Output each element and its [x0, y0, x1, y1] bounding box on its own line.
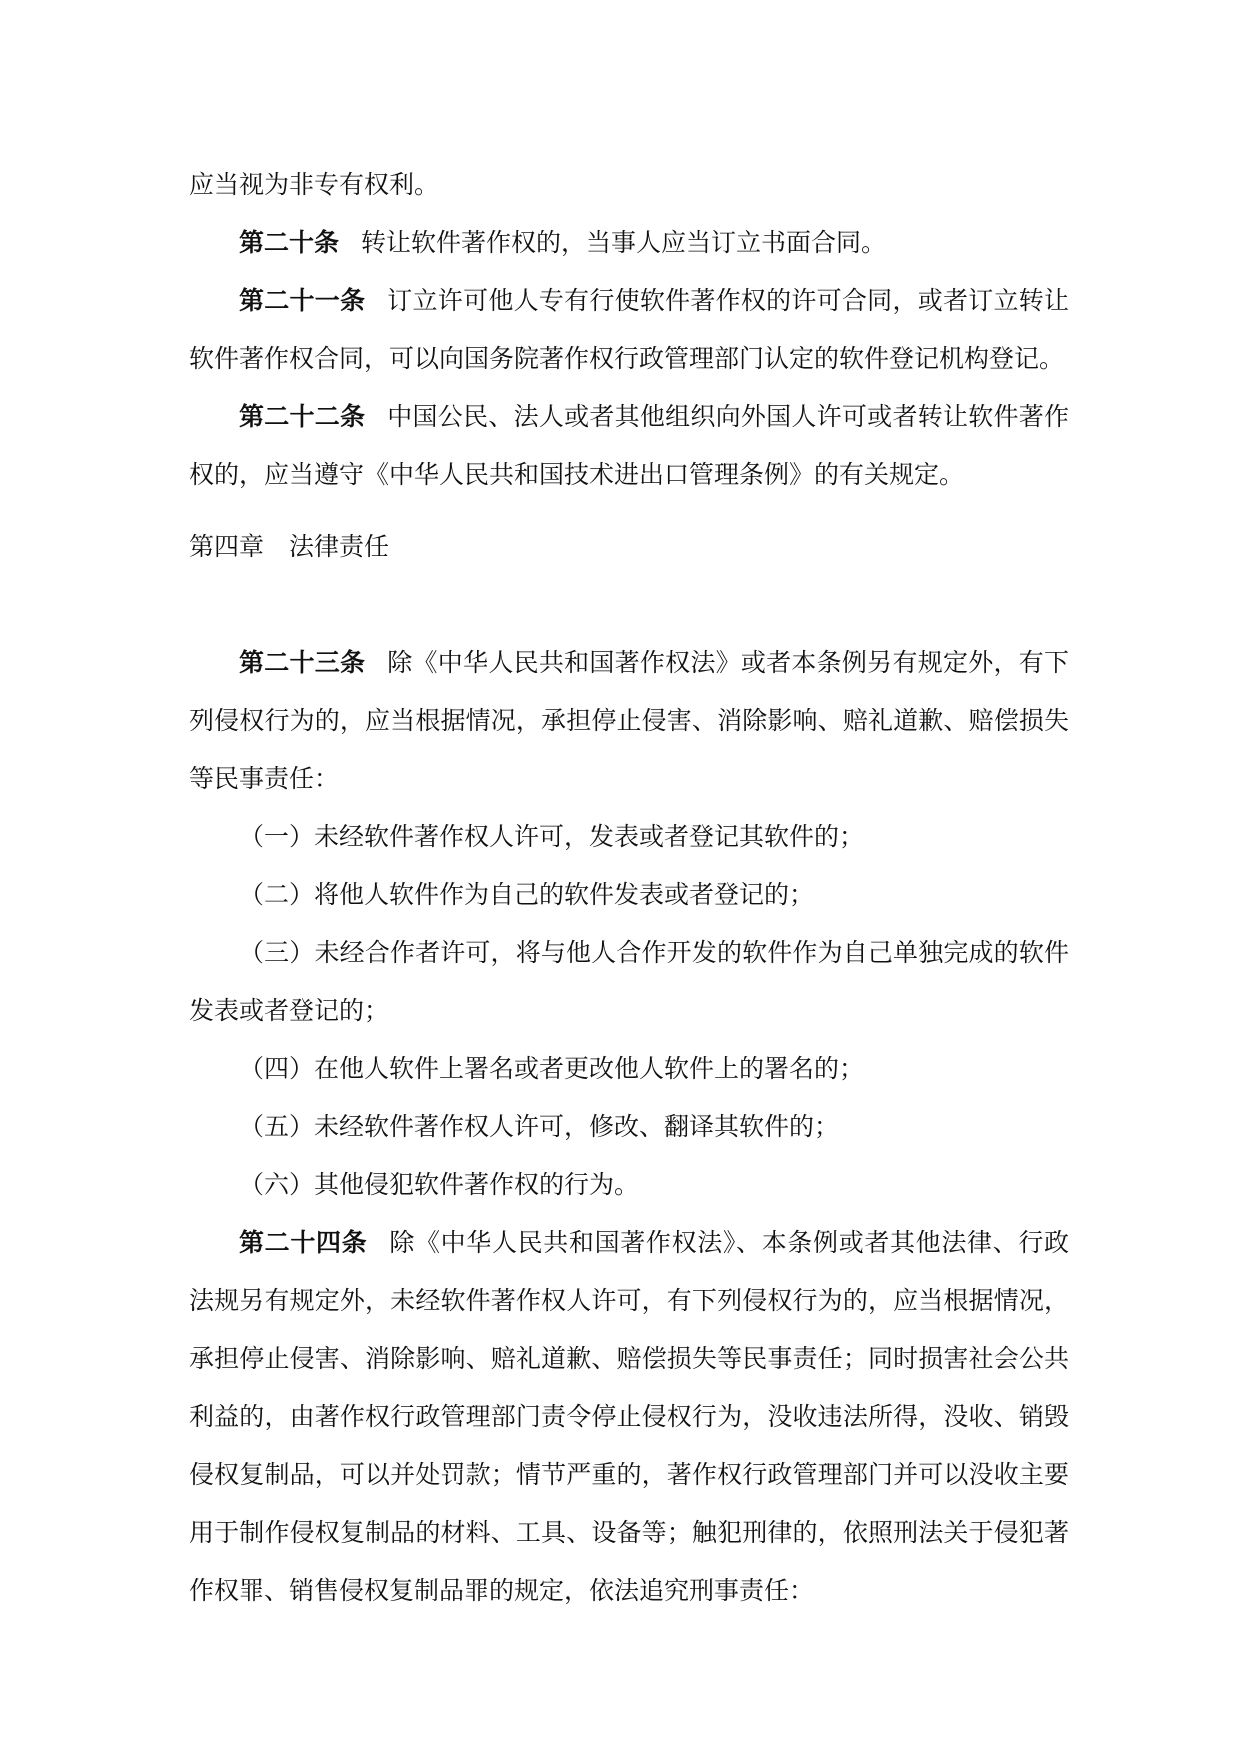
article-text: 除《中华人民共和国著作权法》或者本条例另有规定外，有下列侵权行为的，应当根据情况，承担停止侵害、消除影响、赔礼道歉、赔偿损失等民事责任： — [189, 648, 1069, 793]
article-text: 中国公民、法人或者其他组织向外国人许可或者转让软件著作权的，应当遵守《中华人民共和国技术进出口管理条例》的有关规定。 — [189, 402, 1069, 489]
list-item-text: （五）未经软件著作权人许可，修改、翻译其软件的； — [239, 1112, 840, 1141]
list-item-text: （二）将他人软件作为自己的软件发表或者登记的； — [239, 880, 815, 909]
body-text — [189, 156, 1069, 1620]
article-label: 第二十四条 — [239, 1228, 368, 1257]
list-item — [189, 1156, 1069, 1214]
paragraph-text: 应当视为非专有权利。 — [189, 170, 440, 199]
article-label: 第二十一条 — [239, 286, 366, 315]
article-23 — [189, 634, 1069, 808]
article-text: 转让软件著作权的，当事人应当订立书面合同。 — [361, 228, 887, 257]
chapter-label: 第四章 — [189, 532, 265, 561]
list-item-text: （三）未经合作者许可，将与他人合作开发的软件作为自己单独完成的软件发表或者登记的； — [189, 938, 1069, 1025]
article-24 — [189, 1214, 1069, 1620]
list-item — [189, 866, 1069, 924]
article-label: 第二十二条 — [239, 402, 366, 431]
list-item — [189, 924, 1069, 1040]
list-item-text: （四）在他人软件上署名或者更改他人软件上的署名的； — [239, 1054, 865, 1083]
article-21 — [189, 272, 1069, 388]
list-item — [189, 808, 1069, 866]
chapter-title: 法律责任 — [289, 532, 390, 561]
paragraph-continuation — [189, 156, 1069, 214]
chapter-heading — [189, 518, 1069, 576]
article-label: 第二十条 — [239, 228, 340, 257]
list-item-text: （六）其他侵犯软件著作权的行为。 — [239, 1170, 640, 1199]
article-label: 第二十三条 — [239, 648, 366, 677]
list-item — [189, 1040, 1069, 1098]
list-item — [189, 1098, 1069, 1156]
article-20 — [189, 214, 1069, 272]
article-text: 除《中华人民共和国著作权法》、本条例或者其他法律、行政法规另有规定外，未经软件著作权人许可，有下列侵权行为的，应当根据情况，承担停止侵害、消除影响、赔礼道歉、赔偿损失等民事责任；同时损害社会公共利益的，由著作权行政管理部门责令停止侵权行为，没收违法所得，没收、销毁侵权复制品，可以并处罚款；情节严重的，著作权行政管理部门并可以没收主要用于制作侵权复制品的材料、工具、设备等；触犯刑律的，依照刑法关于侵犯著作权罪、销售侵权复制品罪的规定，依法追究刑事责任： — [189, 1228, 1069, 1605]
article-text: 订立许可他人专有行使软件著作权的许可合同，或者订立转让软件著作权合同，可以向国务院著作权行政管理部门认定的软件登记机构登记。 — [189, 286, 1069, 373]
list-item-text: （一）未经软件著作权人许可，发表或者登记其软件的； — [239, 822, 865, 851]
article-22 — [189, 388, 1069, 504]
